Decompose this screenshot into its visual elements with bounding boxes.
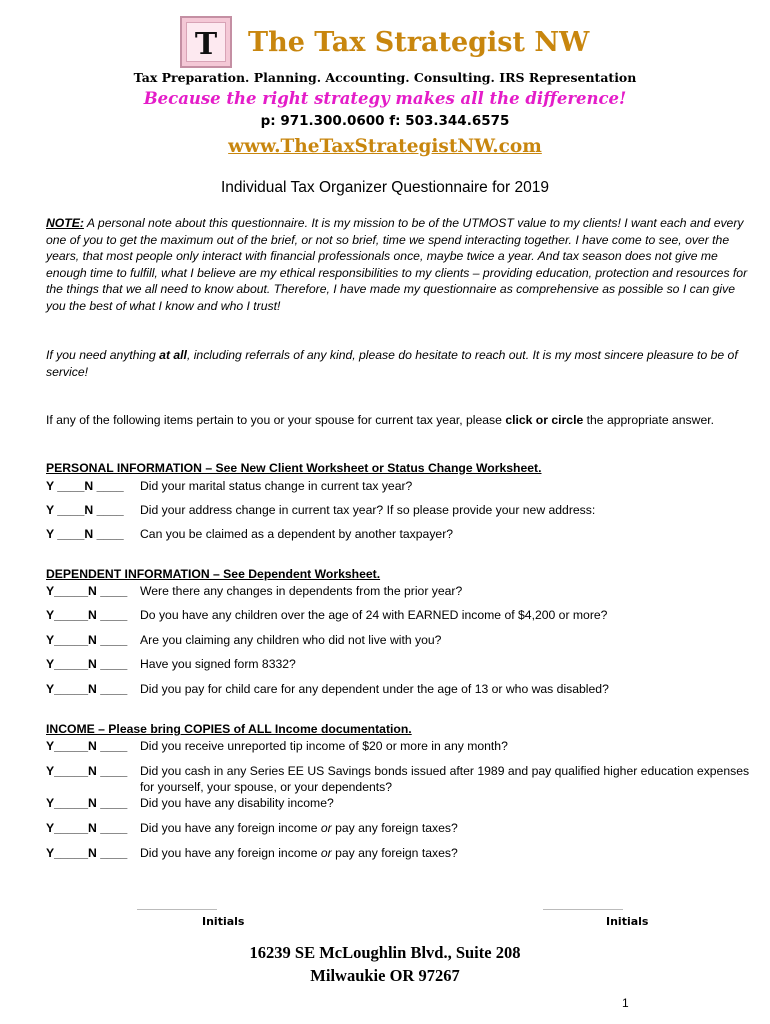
note-text: A personal note about this questionnaire. It is my mission to be of the UTMOST value to my clients! I want each and every one of you to get the maximum out of the brief, or not so brief, time we spend interacting together. I have come to see, over the years, that most people only interact with financial professionals once, maybe twice a year. And tax season does not give me enough time to fulfill, what I believe are my ethical responsibilities to my clients – providing education, protection and resources for the things that we all need to know about. Therefore, I have made my questionnaire as comprehensive as possible so I can give you the best of what I know and who I trust! — [46, 216, 748, 313]
yes-no-answer[interactable]: Y_____N ____ — [46, 821, 128, 835]
instruction-pre: If any of the following items pertain to you or your spouse for current tax year, please — [46, 413, 506, 427]
yes-no-answer[interactable]: Y_____N ____ — [46, 764, 128, 778]
reach-out-note — [46, 347, 758, 380]
initials-label-right: Initials — [606, 915, 649, 928]
question-text-pre: Did you have any foreign income — [140, 846, 321, 860]
website-link[interactable]: www.TheTaxStrategistNW.com — [228, 136, 542, 157]
question-row[interactable] — [46, 739, 758, 755]
question-text: Were there any changes in dependents from the prior year? — [140, 584, 463, 598]
yes-no-answer[interactable]: Y_____N ____ — [46, 657, 128, 671]
question-text — [140, 846, 758, 862]
address-line-2: Milwaukie OR 97267 — [310, 966, 460, 985]
yes-no-answer[interactable]: Y_____N ____ — [46, 846, 128, 860]
question-text: Did you pay for child care for any dependent under the age of 13 or who was disabled? — [140, 682, 609, 696]
question-text: Do you have any children over the age of 24 with EARNED income of $4,200 or more? — [140, 608, 608, 622]
question-row[interactable] — [46, 584, 758, 600]
question-text-emphasis: or — [320, 846, 332, 860]
question-row[interactable] — [46, 846, 758, 862]
question-row[interactable] — [46, 503, 758, 519]
initials-label-left: Initials — [202, 915, 245, 928]
question-row[interactable] — [46, 479, 758, 495]
yes-no-answer[interactable]: Y_____N ____ — [46, 608, 128, 622]
initials-line-left[interactable] — [137, 909, 217, 910]
instruction-bold: click or circle — [505, 413, 584, 427]
question-text: Did you cash in any Series EE US Savings bonds issued after 1989 and pay qualified higher education expenses for yourself, your spouse, or your dependents? — [140, 764, 750, 794]
question-text: Did you receive unreported tip income of $20 or more in any month? — [140, 739, 508, 753]
question-row[interactable] — [46, 821, 758, 837]
page-number: 1 — [622, 996, 629, 1010]
reach-text-post: , including referrals of any kind, please do hesitate to reach out. It is my most sincere pleasure to be of service! — [46, 348, 738, 379]
logo-frame — [186, 22, 226, 62]
document-title: Individual Tax Organizer Questionnaire for 2019 — [221, 179, 549, 196]
question-text-pre: Did you have any foreign income — [140, 821, 321, 835]
question-row[interactable] — [46, 527, 758, 543]
services-line: Tax Preparation. Planning. Accounting. Consulting. IRS Representation — [133, 70, 637, 85]
question-row[interactable] — [46, 657, 758, 673]
yes-no-answer[interactable]: Y_____N ____ — [46, 584, 128, 598]
question-text-post: pay any foreign taxes? — [331, 821, 458, 835]
note-label: NOTE: — [46, 216, 84, 230]
yes-no-answer[interactable]: Y ____N ____ — [46, 479, 124, 493]
question-text-post: pay any foreign taxes? — [331, 846, 458, 860]
yes-no-answer[interactable]: Y ____N ____ — [46, 503, 124, 517]
instruction-text — [46, 412, 758, 429]
phone-fax: p: 971.300.0600 f: 503.344.6575 — [260, 113, 510, 129]
question-row[interactable] — [46, 796, 758, 812]
instruction-post: the appropriate answer. — [583, 413, 714, 427]
tagline: Because the right strategy makes all the difference! — [143, 89, 627, 108]
income-section-heading: INCOME – Please bring COPIES of ALL Income documentation. — [46, 722, 412, 736]
reach-text-pre: If you need anything — [46, 348, 160, 362]
yes-no-answer[interactable]: Y_____N ____ — [46, 739, 128, 753]
question-text: Have you signed form 8332? — [140, 657, 296, 671]
question-row[interactable] — [46, 633, 758, 649]
question-text-emphasis: or — [320, 821, 332, 835]
question-row[interactable] — [46, 764, 758, 795]
dependent-section-heading: DEPENDENT INFORMATION – See Dependent Worksheet. — [46, 567, 381, 581]
question-text: Did your address change in current tax year? If so please provide your new address: — [140, 503, 596, 517]
initials-line-right[interactable] — [543, 909, 623, 910]
yes-no-answer[interactable]: Y_____N ____ — [46, 633, 128, 647]
question-text: Are you claiming any children who did not live with you? — [140, 633, 442, 647]
question-row[interactable] — [46, 682, 758, 698]
personal-note — [46, 215, 758, 314]
reach-text-bold: at all — [159, 348, 187, 362]
personal-section-heading: PERSONAL INFORMATION – See New Client Worksheet or Status Change Worksheet. — [46, 461, 542, 475]
yes-no-answer[interactable]: Y ____N ____ — [46, 527, 124, 541]
logo — [180, 16, 232, 68]
question-row[interactable] — [46, 608, 758, 624]
yes-no-answer[interactable]: Y_____N ____ — [46, 796, 128, 810]
brand-name: The Tax Strategist NW — [248, 27, 590, 58]
yes-no-answer[interactable]: Y_____N ____ — [46, 682, 128, 696]
question-text: Can you be claimed as a dependent by another taxpayer? — [140, 527, 454, 541]
question-text — [140, 821, 758, 837]
logo-letter: T — [194, 27, 218, 62]
question-text: Did your marital status change in current tax year? — [140, 479, 413, 493]
question-text: Did you have any disability income? — [140, 796, 334, 810]
address-line-1: 16239 SE McLoughlin Blvd., Suite 208 — [249, 943, 521, 962]
